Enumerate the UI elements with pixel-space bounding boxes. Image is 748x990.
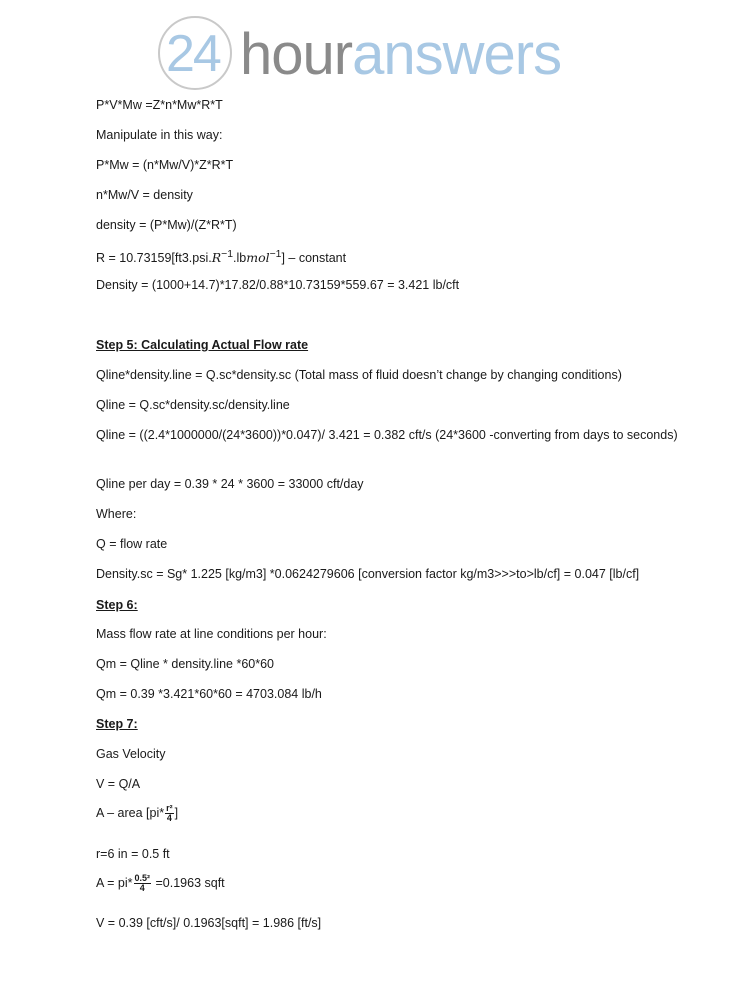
area-calculation xyxy=(96,874,225,893)
logo-word-answers: answers xyxy=(352,22,562,87)
gas-constant-prefix: R = 10.73159[ft3.psi. xyxy=(96,251,212,266)
step6-heading: Step 6: xyxy=(96,598,138,612)
area-formula-prefix: A – area [pi* xyxy=(96,805,165,820)
text-manipulate: Manipulate in this way: xyxy=(96,128,223,142)
area-calc-numerator: 0.5² xyxy=(134,873,151,883)
radius-value: r=6 in = 0.5 ft xyxy=(96,847,170,861)
gas-constant-line xyxy=(96,247,346,266)
qline-calculation: Qline = ((2.4*1000000/(24*3600))*0.047)/ 3.421 = 0.382 cft/s (24*3600 -converting from days to seconds) xyxy=(96,428,678,442)
equation-ideal-gas: P*V*Mw =Z*n*Mw*R*T xyxy=(96,98,223,112)
area-calc-prefix: A = pi* xyxy=(96,875,133,890)
qline-formula: Qline = Q.sc*density.sc/density.line xyxy=(96,398,290,412)
gas-constant-mid: .lb xyxy=(233,251,247,266)
density-calculation: Density = (1000+14.7)*17.82/0.88*10.73159*559.67 = 3.421 lb/cft xyxy=(96,278,460,292)
equation-rearranged: P*Mw = (n*Mw/V)*Z*R*T xyxy=(96,158,234,172)
density-sc-calculation: Density.sc = Sg* 1.225 [kg/m3] *0.0624279606 [conversion factor kg/m3>>>to>lb/cf] = 0.047 [lb/cf] xyxy=(96,567,640,581)
equation-density-def: n*Mw/V = density xyxy=(96,188,193,202)
area-fraction-denominator: 4 xyxy=(166,813,172,823)
step5-heading: Step 5: Calculating Actual Flow rate xyxy=(96,338,309,352)
logo-number: 24 xyxy=(166,25,220,83)
area-formula-suffix: ] xyxy=(174,805,179,820)
text-where: Where: xyxy=(96,507,137,521)
gas-constant-mol: mol xyxy=(246,250,270,266)
logo-wordmark xyxy=(240,24,561,86)
step7-heading: Step 7: xyxy=(96,717,138,731)
brand-logo xyxy=(158,14,628,96)
area-fraction-numerator: r² xyxy=(166,803,173,813)
qline-per-day: Qline per day = 0.39 * 24 * 3600 = 33000 cft/day xyxy=(96,477,364,491)
velocity-formula: V = Q/A xyxy=(96,777,141,791)
qm-formula: Qm = Qline * density.line *60*60 xyxy=(96,657,274,671)
area-calc-fraction xyxy=(134,874,152,893)
logo-word-hour: hour xyxy=(240,22,353,87)
velocity-calculation: V = 0.39 [cft/s]/ 0.1963[sqft] = 1.986 [ft/s] xyxy=(96,916,322,930)
mass-conservation: Qline*density.line = Q.sc*density.sc (Total mass of fluid doesn’t change by changing conditions) xyxy=(96,368,622,382)
qm-calculation: Qm = 0.39 *3.421*60*60 = 4703.084 lb/h xyxy=(96,687,322,701)
gas-constant-exp1: −1 xyxy=(221,249,234,260)
area-fraction xyxy=(165,804,174,823)
area-formula xyxy=(96,804,178,823)
area-calc-denominator: 4 xyxy=(139,883,145,893)
equation-density-formula: density = (P*Mw)/(Z*R*T) xyxy=(96,218,237,232)
gas-constant-exp2: −1 xyxy=(269,249,282,260)
q-definition: Q = flow rate xyxy=(96,537,168,551)
gas-velocity-text: Gas Velocity xyxy=(96,747,166,761)
gas-constant-symbol: R xyxy=(211,250,222,266)
mass-flow-text: Mass flow rate at line conditions per hour: xyxy=(96,627,327,641)
area-calc-suffix: =0.1963 sqft xyxy=(152,875,225,890)
gas-constant-suffix: ] – constant xyxy=(281,251,347,266)
